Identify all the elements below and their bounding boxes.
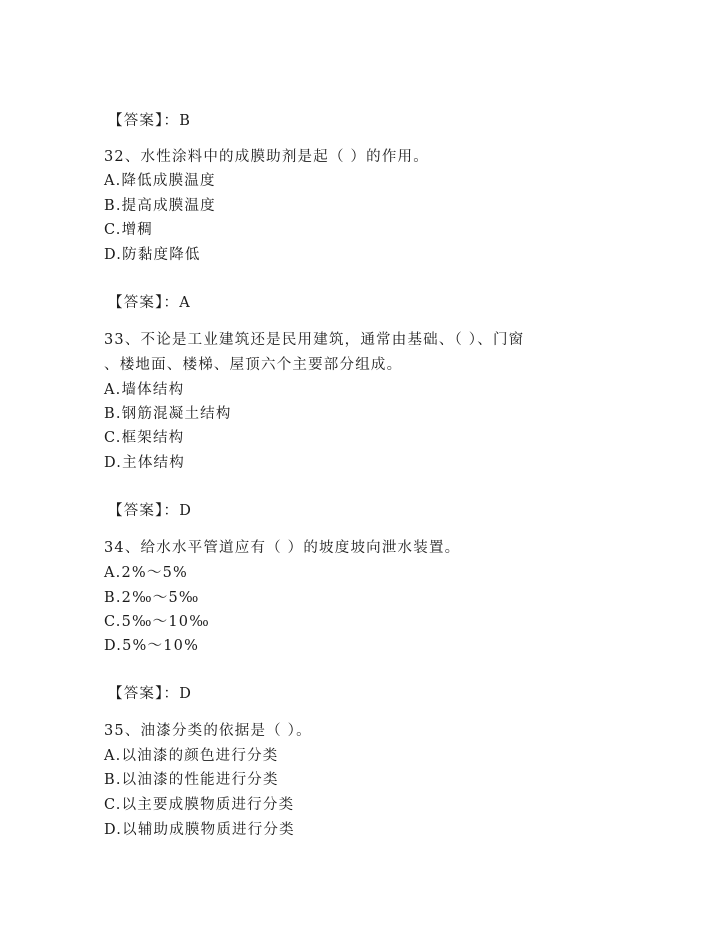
option-a: A.以油漆的颜色进行分类: [104, 748, 279, 764]
option-b: B.提高成膜温度: [104, 198, 216, 214]
option-a: A.墙体结构: [104, 382, 185, 398]
option-c: C.增稠: [104, 222, 153, 238]
option-d: D.主体结构: [104, 455, 185, 471]
option-d: D.5%～10%: [104, 638, 200, 654]
option-a: A.2%～5%: [104, 565, 188, 581]
question-32: 32、水性涂料中的成膜助剂是起（ ）的作用。: [104, 149, 429, 165]
answer-line: 【答案】：D: [108, 686, 193, 702]
option-b: B.以油漆的性能进行分类: [104, 772, 279, 788]
question-33-continued: 、楼地面、楼梯、屋顶六个主要部分组成。: [104, 357, 403, 373]
option-c: C.5‰～10‰: [104, 614, 210, 630]
answer-line: 【答案】：D: [108, 503, 193, 519]
answer-line: 【答案】：A: [108, 295, 191, 311]
question-33: 33、不论是工业建筑还是民用建筑，通常由基础、（ ）、门窗: [104, 332, 525, 348]
option-d: D.以辅助成膜物质进行分类: [104, 822, 295, 838]
question-35: 35、油漆分类的依据是（ ）。: [104, 723, 312, 739]
question-34: 34、给水水平管道应有（ ）的坡度坡向泄水装置。: [104, 540, 461, 556]
option-b: B.2‰～5‰: [104, 590, 200, 606]
option-c: C.框架结构: [104, 430, 185, 446]
option-c: C.以主要成膜物质进行分类: [104, 797, 295, 813]
option-b: B.钢筋混凝土结构: [104, 406, 232, 422]
answer-line: 【答案】：B: [108, 113, 192, 129]
option-a: A.降低成膜温度: [104, 173, 216, 189]
option-d: D.防黏度降低: [104, 247, 201, 263]
